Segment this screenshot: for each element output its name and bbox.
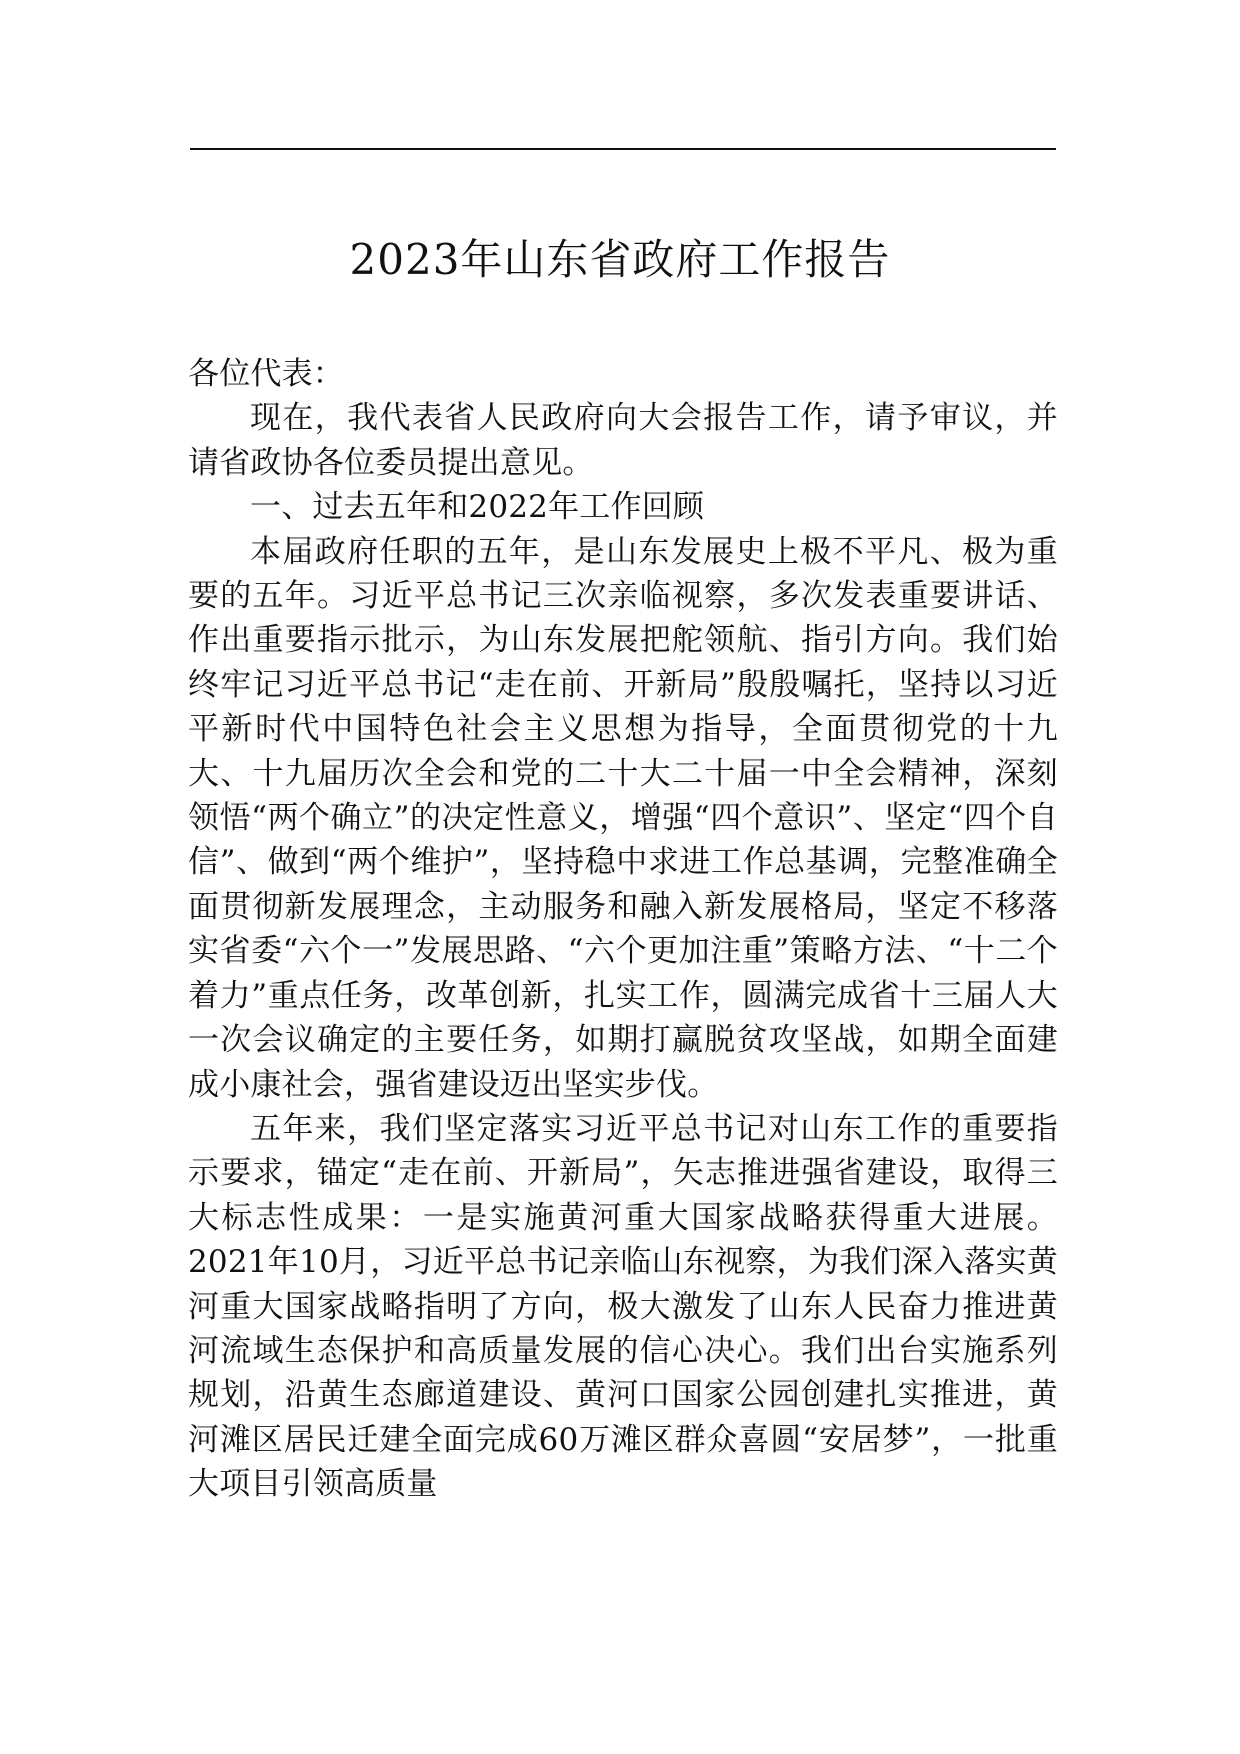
document-body (188, 352, 1058, 1507)
document-title: 2023年山东省政府工作报告 (349, 235, 891, 284)
salutation: 各位代表： (188, 356, 344, 392)
header-rule (190, 148, 1056, 150)
paragraph-intro: 现在，我代表省人民政府向大会报告工作，请予审议，并请省政协各位委员提出意见。 (188, 400, 1058, 481)
paragraph-five-years: 本届政府任职的五年，是山东发展史上极不平凡、极为重要的五年。习近平总书记三次亲临视察，多次发表重要讲话、作出重要指示批示，为山东发展把舵领航、指引方向。我们始终牢记习近平总书记“走在前、开新局”殷殷嘱托，坚持以习近平新时代中国特色社会主义思想为指导，全面贯彻党的十九大、十九届历次全会和党的二十大二十届一中全会精神，深刻领悟“两个确立”的决定性意义，增强“四个意识”、坚定“四个自信”、做到“两个维护”，坚持稳中求进工作总基调，完整准确全面贯彻新发展理念，主动服务和融入新发展格局，坚定不移落实省委“六个一”发展思路、“六个更加注重”策略方法、“十二个着力”重点任务，改革创新，扎实工作，圆满完成省十三届人大一次会议确定的主要任务，如期打赢脱贫攻坚战，如期全面建成小康社会，强省建设迈出坚实步伐。 (188, 533, 1058, 1103)
paragraph-achievements: 五年来，我们坚定落实习近平总书记对山东工作的重要指示要求，锚定“走在前、开新局”，矢志推进强省建设，取得三大标志性成果：一是实施黄河重大国家战略获得重大进展。2021年10月，习近平总书记亲临山东视察，为我们深入落实黄河重大国家战略指明了方向，极大激发了山东人民奋力推进黄河流域生态保护和高质量发展的信心决心。我们出台实施系列规划，沿黄生态廊道建设、黄河口国家公园创建扎实推进，黄河滩区居民迁建全面完成60万滩区群众喜圆“安居梦”，一批重大项目引领高质量 (188, 1110, 1058, 1503)
section-heading: 一、过去五年和2022年工作回顾 (250, 489, 705, 526)
